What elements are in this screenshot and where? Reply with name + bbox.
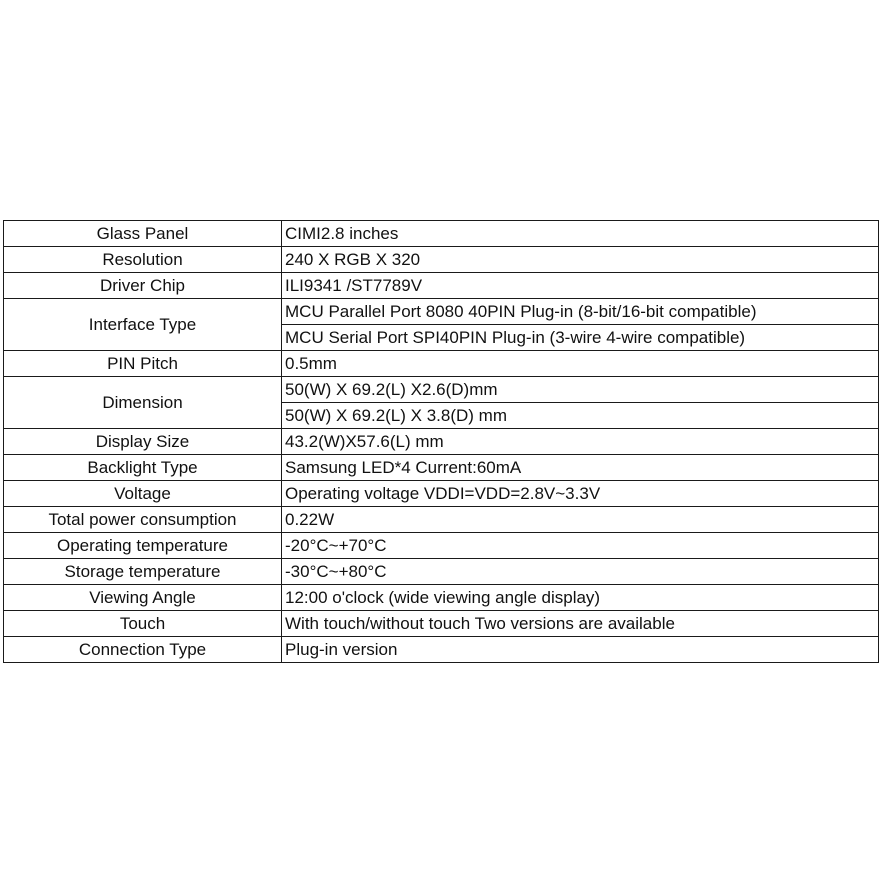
spec-label: Connection Type	[4, 637, 282, 663]
spec-value: 50(W) X 69.2(L) X2.6(D)mm	[282, 377, 879, 403]
spec-value: MCU Parallel Port 8080 40PIN Plug-in (8-bit/16-bit compatible)	[282, 299, 879, 325]
spec-value: Samsung LED*4 Current:60mA	[282, 455, 879, 481]
spec-value: 0.22W	[282, 507, 879, 533]
spec-value: 240 X RGB X 320	[282, 247, 879, 273]
spec-value: MCU Serial Port SPI40PIN Plug-in (3-wire 4-wire compatible)	[282, 325, 879, 351]
spec-label: Resolution	[4, 247, 282, 273]
table-row	[4, 247, 879, 273]
spec-label: Total power consumption	[4, 507, 282, 533]
spec-value: 50(W) X 69.2(L) X 3.8(D) mm	[282, 403, 879, 429]
spec-label: Interface Type	[4, 299, 282, 351]
spec-table	[3, 220, 879, 663]
spec-label: Dimension	[4, 377, 282, 429]
table-row	[4, 481, 879, 507]
table-row	[4, 507, 879, 533]
table-row	[4, 533, 879, 559]
spec-label: Driver Chip	[4, 273, 282, 299]
table-row	[4, 585, 879, 611]
spec-label: Operating temperature	[4, 533, 282, 559]
spec-value: 12:00 o'clock (wide viewing angle display)	[282, 585, 879, 611]
spec-value: -30°C~+80°C	[282, 559, 879, 585]
spec-value: -20°C~+70°C	[282, 533, 879, 559]
table-row	[4, 221, 879, 247]
spec-value: ILI9341 /ST7789V	[282, 273, 879, 299]
spec-value: With touch/without touch Two versions are available	[282, 611, 879, 637]
spec-label: Touch	[4, 611, 282, 637]
table-row	[4, 377, 879, 403]
spec-label: Display Size	[4, 429, 282, 455]
spec-label: Storage temperature	[4, 559, 282, 585]
spec-value: Operating voltage VDDI=VDD=2.8V~3.3V	[282, 481, 879, 507]
table-row	[4, 559, 879, 585]
table-row	[4, 637, 879, 663]
table-row	[4, 455, 879, 481]
spec-label: Glass Panel	[4, 221, 282, 247]
table-row	[4, 273, 879, 299]
table-row	[4, 351, 879, 377]
spec-table-body	[4, 221, 879, 663]
spec-value: CIMI2.8 inches	[282, 221, 879, 247]
spec-label: PIN Pitch	[4, 351, 282, 377]
table-row	[4, 611, 879, 637]
spec-value: Plug-in version	[282, 637, 879, 663]
table-row	[4, 299, 879, 325]
spec-label: Backlight Type	[4, 455, 282, 481]
spec-value: 43.2(W)X57.6(L) mm	[282, 429, 879, 455]
spec-label: Viewing Angle	[4, 585, 282, 611]
spec-label: Voltage	[4, 481, 282, 507]
spec-value: 0.5mm	[282, 351, 879, 377]
table-row	[4, 429, 879, 455]
